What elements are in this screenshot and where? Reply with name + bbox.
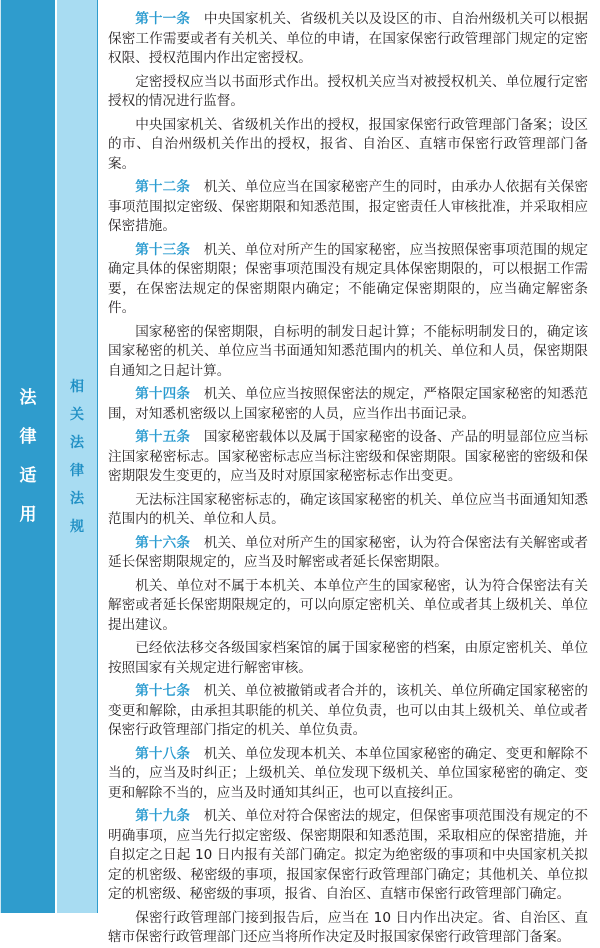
paragraph bbox=[108, 10, 588, 69]
paragraph-text: 保密行政管理部门接到报告后，应当在 10 日内作出决定。省、自治区、直辖市保密行政管理部门还应当将所作决定及时报国家保密行政管理部门备案。 bbox=[108, 909, 588, 945]
paragraph-text: 定密授权应当以书面形式作出。授权机关应当对被授权机关、单位履行定密授权的情况进行监督。 bbox=[108, 73, 588, 109]
section-label-char: 用 bbox=[19, 504, 37, 525]
paragraph bbox=[108, 491, 588, 530]
paragraph-text: 国家秘密的保密期限，自标明的制发日起计算；不能标明制发日的，确定该国家秘密的机关、单位应当书面通知知悉范围内的机关、单位和人员，保密期限自通知之日起计算。 bbox=[108, 323, 588, 379]
paragraph bbox=[108, 178, 588, 237]
subsection-label-char: 法 bbox=[70, 434, 84, 451]
paragraph bbox=[108, 241, 588, 319]
article-number: 第十八条 bbox=[135, 745, 191, 762]
paragraph bbox=[108, 73, 588, 112]
paragraph-text: 机关、单位应当在国家秘密产生的同时，由承办人依据有关保密事项范围拟定密级、保密期限和知悉范围，报定密责任人审核批准，并采取相应保密措施。 bbox=[108, 179, 589, 234]
article-number: 第十三条 bbox=[135, 241, 191, 258]
paragraph-text: 机关、单位被撤销或者合并的，该机关、单位所确定国家秘密的变更和解除，由承担其职能的机关、单位负责，也可以由其上级机关、单位或者保密行政管理部门指定的机关、单位负责。 bbox=[108, 683, 589, 738]
subsection-label-char: 规 bbox=[70, 518, 84, 535]
paragraph bbox=[108, 534, 588, 573]
article-number: 第十二条 bbox=[135, 179, 191, 195]
paragraph bbox=[108, 577, 588, 636]
paragraph bbox=[108, 745, 588, 804]
paragraph-text: 已经依法移交各级国家档案馆的属于国家秘密的档案，由原定密机关、单位按照国家有关规定进行解密审核。 bbox=[108, 640, 588, 676]
paragraph-text: 国家秘密载体以及属于国家秘密的设备、产品的明显部位应当标注国家秘密标志。国家秘密标志应当标注密级和保密期限。国家秘密的密级和保密期限发生变更的，应当及时对原国家秘密标志作出变更。 bbox=[108, 429, 589, 484]
article-number: 第十六条 bbox=[135, 534, 191, 551]
paragraph-text: 中央国家机关、省级机关作出的授权，报国家保密行政管理部门备案；设区的市、自治州级机关作出的授权，报省、自治区、直辖市保密行政管理部门备案。 bbox=[108, 116, 588, 172]
paragraph-text: 中央国家机关、省级机关以及设区的市、自治州级机关可以根据保密工作需要或者有关机关、单位的申请，在国家保密行政管理部门规定的定密权限、授权范围内作出定密授权。 bbox=[108, 11, 589, 66]
section-label-char: 法 bbox=[19, 387, 37, 408]
subsection-label-char: 关 bbox=[70, 406, 84, 423]
section-label-char: 适 bbox=[19, 465, 37, 486]
paragraph-text: 机关、单位对符合保密法的规定，但保密事项范围没有规定的不明确事项，应当先行拟定密级、保密期限和知悉范围，采取相应的保密措施，并自拟定之日起 10 日内报有关部门确定。拟定为绝密级的事项和中央国家机关拟定的机密级、秘密级的事项，报国家保密行政管理部门确定；其他机关、单位拟定的机密级、秘密级的事项，报省、自治区、直辖市保密行政管理部门确定。 bbox=[108, 808, 589, 902]
article-number: 第十九条 bbox=[135, 808, 191, 824]
article-content bbox=[98, 0, 600, 945]
article-number: 第十七条 bbox=[135, 683, 191, 699]
paragraph bbox=[108, 807, 588, 905]
section-label-char: 律 bbox=[19, 426, 37, 447]
paragraph-text: 机关、单位对所产生的国家秘密，认为符合保密法有关解密或者延长保密期限规定的，应当及时解密或者延长保密期限。 bbox=[108, 534, 589, 570]
subsection-label bbox=[70, 373, 84, 541]
subsection-label-char: 律 bbox=[70, 462, 84, 479]
paragraph bbox=[108, 385, 588, 424]
section-label-column bbox=[1, 0, 57, 913]
paragraph-text: 无法标注国家秘密标志的，确定该国家秘密的机关、单位应当书面通知知悉范围内的机关、单位和人员。 bbox=[108, 491, 588, 527]
article-number: 第十一条 bbox=[135, 11, 191, 27]
paragraph bbox=[108, 909, 588, 948]
subsection-label-char: 相 bbox=[70, 378, 84, 395]
paragraph bbox=[108, 428, 588, 487]
paragraph bbox=[108, 323, 588, 382]
section-label bbox=[20, 379, 37, 535]
paragraph bbox=[108, 682, 588, 741]
paragraph-text: 机关、单位对所产生的国家秘密，应当按照保密事项范围的规定确定具体的保密期限；保密事项范围没有规定具体保密期限的，可以根据工作需要，在保密法规定的保密期限内确定；不能确定保密期限的，应当确定解密条件。 bbox=[108, 241, 589, 316]
article-number: 第十四条 bbox=[135, 386, 191, 402]
paragraph bbox=[108, 116, 588, 175]
paragraph bbox=[108, 639, 588, 678]
article-number: 第十五条 bbox=[135, 429, 191, 445]
paragraph-text: 机关、单位发现本机关、本单位国家秘密的确定、变更和解除不当的，应当及时纠正；上级机关、单位发现下级机关、单位国家秘密的确定、变更和解除不当的，应当及时通知其纠正，也可以直接纠正。 bbox=[108, 745, 589, 801]
subsection-label-column bbox=[57, 0, 98, 913]
paragraph-text: 机关、单位对不属于本机关、本单位产生的国家秘密，认为符合保密法有关解密或者延长保密期限规定的，可以向原定密机关、单位或者其上级机关、单位提出建议。 bbox=[108, 577, 588, 633]
subsection-label-char: 法 bbox=[70, 490, 84, 507]
paragraph-text: 机关、单位应当按照保密法的规定，严格限定国家秘密的知悉范围，对知悉机密级以上国家秘密的人员，应当作出书面记录。 bbox=[108, 386, 589, 422]
